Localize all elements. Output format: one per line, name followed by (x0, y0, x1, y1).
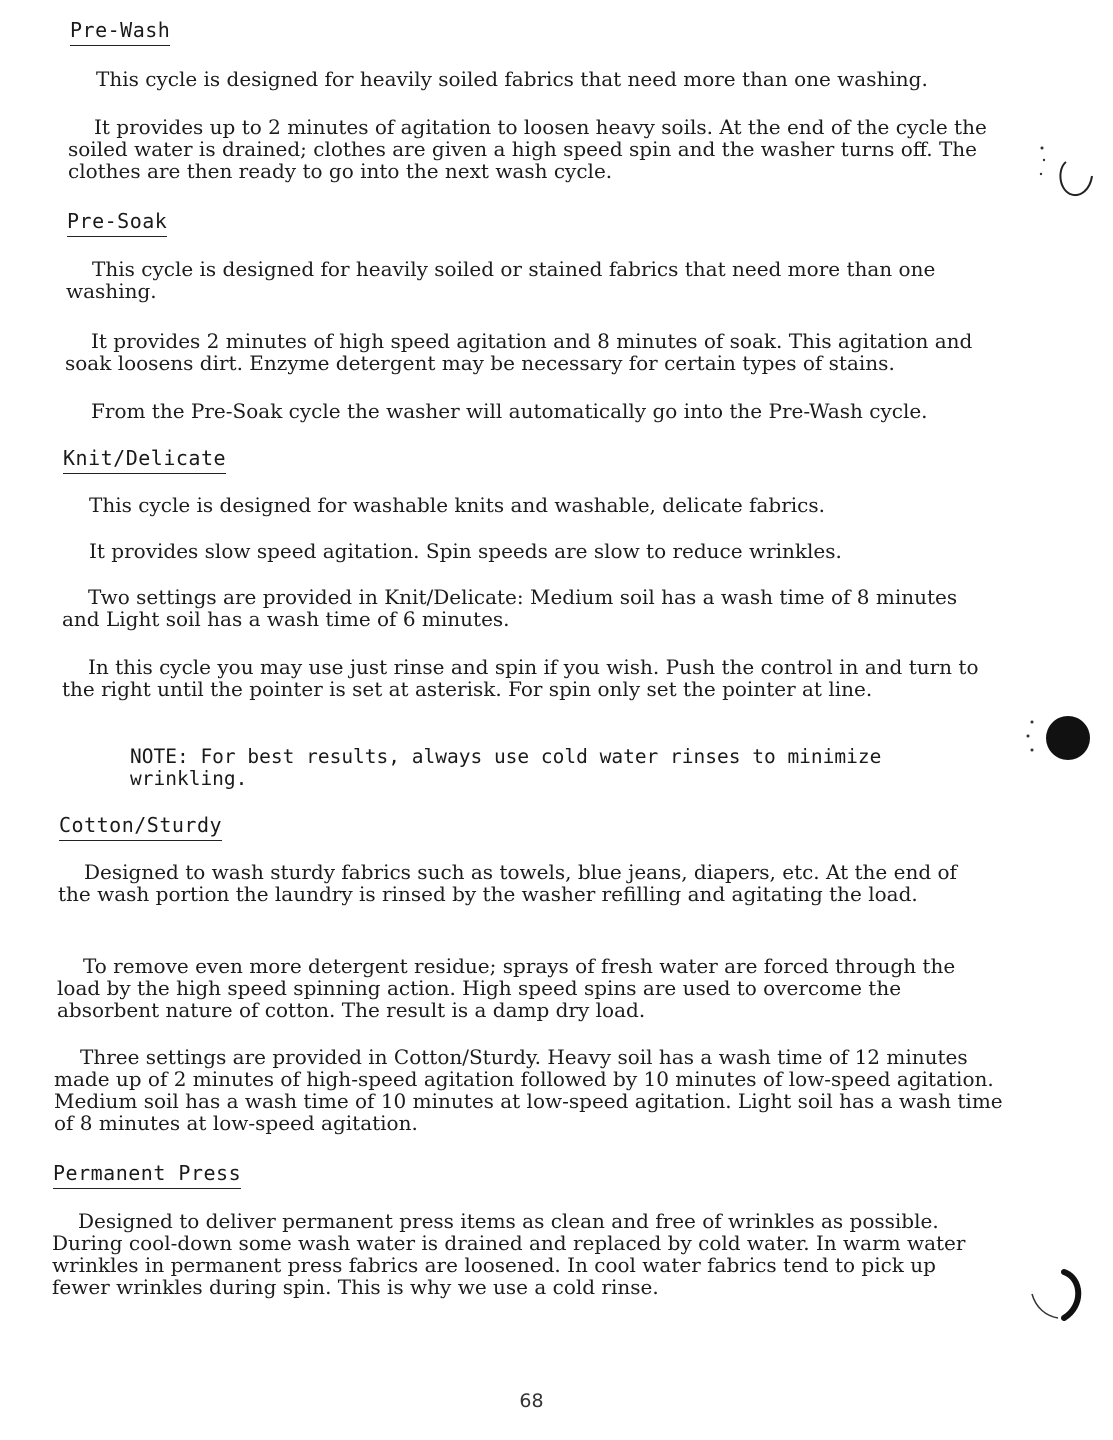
knit-paragraph-3: Two settings are provided in Knit/Delicate: Medium soil has a wash time of 8 minutes and Light soil has a wash time of 6 minutes. (62, 585, 958, 631)
heading-knit-delicate: Knit/Delicate (63, 446, 226, 474)
heading-permanent-press: Permanent Press (53, 1161, 241, 1189)
binder-hole-mark-bottom (1024, 1262, 1094, 1332)
binder-hole-mark-middle (1020, 700, 1100, 780)
binder-hole-mark-top (1036, 140, 1106, 210)
knit-paragraph-2: It provides slow speed agitation. Spin speeds are slow to reduce wrinkles. (89, 539, 842, 563)
heading-pre-soak: Pre-Soak (67, 209, 167, 237)
heading-cotton-sturdy: Cotton/Sturdy (59, 813, 222, 841)
cotton-paragraph-3: Three settings are provided in Cotton/Sturdy. Heavy soil has a wash time of 12 minutes made up of 2 minutes of high-speed agitation followed by 10 minutes of low-speed agitation. Medium soil has a wash time of 10 minutes at low-speed agitation. Light soil has a wash time of 8 minutes at low-speed agitation. (54, 1045, 1003, 1135)
pre-soak-paragraph-1: This cycle is designed for heavily soiled or stained fabrics that need more than one washing. (66, 257, 936, 303)
cotton-paragraph-2: To remove even more detergent residue; sprays of fresh water are forced through the load by the high speed spinning action. High speed spins are used to overcome the absorbent nature of cotton. The result is a damp dry load. (57, 954, 956, 1022)
pre-soak-paragraph-2: It provides 2 minutes of high speed agitation and 8 minutes of soak. This agitation and soak loosens dirt. Enzyme detergent may be necessary for certain types of stains. (65, 329, 973, 375)
pre-soak-paragraph-3: From the Pre-Soak cycle the washer will automatically go into the Pre-Wash cycle. (91, 399, 928, 423)
cotton-paragraph-1: Designed to wash sturdy fabrics such as towels, blue jeans, diapers, etc. At the end of the wash portion the laundry is rinsed by the washer refilling and agitating the load. (58, 860, 957, 906)
permanent-press-paragraph-1: Designed to deliver permanent press items as clean and free of wrinkles as possible. During cool-down some wash water is drained and replaced by cold water. In warm water wrinkles in permanent press fabrics are loosened. In cool water fabrics tend to pick up fewer wrinkles during spin. This is why we use a cold rinse. (52, 1209, 966, 1299)
knit-note: NOTE: For best results, always use cold water rinses to minimize wrinkling. (130, 745, 882, 790)
knit-paragraph-4: In this cycle you may use just rinse and spin if you wish. Push the control in and turn to the right until the pointer is set at asterisk. For spin only set the pointer at line. (62, 655, 979, 701)
pre-wash-paragraph-1: This cycle is designed for heavily soiled fabrics that need more than one washing. (96, 67, 928, 91)
heading-pre-wash: Pre-Wash (70, 18, 170, 46)
page-number: 68 (519, 1390, 544, 1412)
pre-wash-paragraph-2: It provides up to 2 minutes of agitation to loosen heavy soils. At the end of the cycle the soiled water is drained; clothes are given a high speed spin and the washer turns off. The clothes are then ready to go into the next wash cycle. (68, 115, 987, 183)
knit-paragraph-1: This cycle is designed for washable knits and washable, delicate fabrics. (89, 493, 825, 517)
